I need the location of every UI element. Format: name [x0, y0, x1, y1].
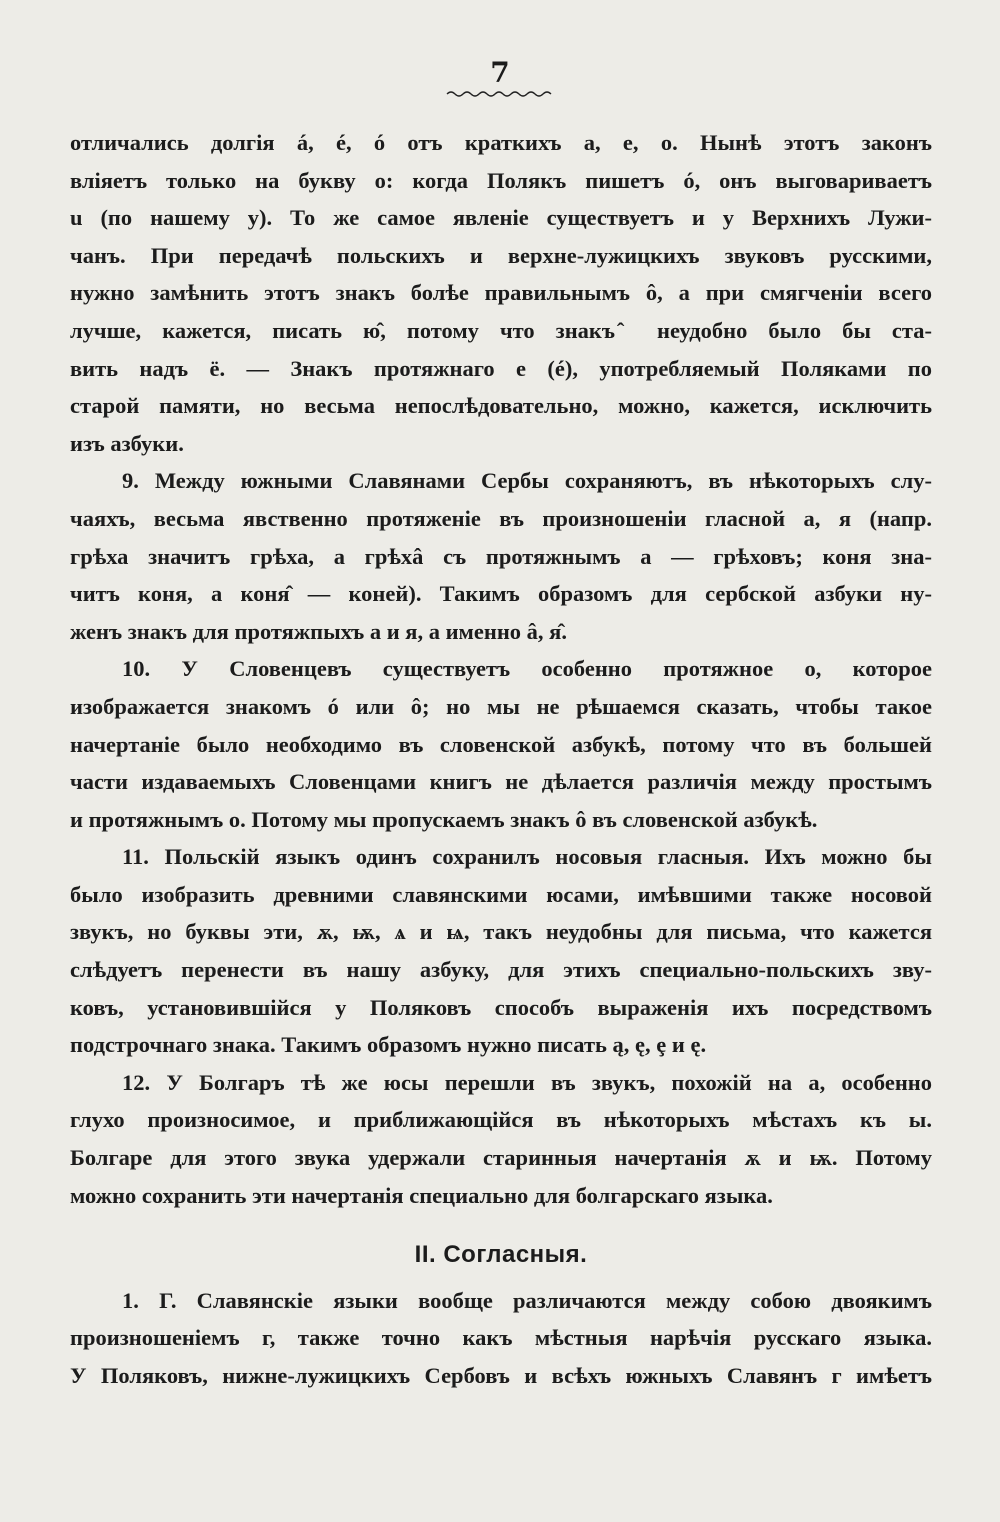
text-line: произношеніемъ г, также точно какъ мѣстныя нарѣчія русскаго языка. [70, 1325, 932, 1351]
text-line: вить надъ ё. — Знакъ протяжнаго е (é), употребляемый Поляками по [70, 355, 932, 381]
paragraph-11 [70, 838, 932, 1064]
text-line: начертаніе было необходимо въ словенской азбукѣ, потому что въ большей [70, 731, 932, 757]
paragraph-10 [70, 650, 932, 838]
page-number: 7 [490, 56, 510, 89]
text-line: изъ азбуки. [70, 430, 184, 456]
text-line: подстрочнаго знака. Такимъ образомъ нужно писать ą, ę, ȩ и ę. [70, 1032, 707, 1058]
text-line: 10. У Словенцевъ существуетъ особенно протяжное о, которое [122, 656, 932, 682]
text-line: звукъ, но буквы эти, ѫ, ѭ, ѧ и ѩ, такъ неудобны для письма, что кажется [70, 919, 932, 945]
text-line: У Поляковъ, нижне-лужицкихъ Сербовъ и всѣхъ южныхъ Славянъ г имѣетъ [70, 1363, 932, 1388]
text-line: и протяжнымъ о. Потому мы пропускаемъ знакъ ô въ словенской азбукѣ. [70, 806, 818, 832]
page-header [0, 56, 1000, 99]
paragraph-1 [70, 124, 932, 462]
text-line: лучше, кажется, писать ю̂, потому что знакъ ̂ неудобно было бы ста- [70, 317, 932, 343]
text-line: 9. Между южными Славянами Сербы сохраняютъ, въ нѣкоторыхъ слу- [122, 468, 932, 494]
body-text [70, 124, 932, 1395]
text-line: вліяетъ только на букву о: когда Полякъ пишетъ ó, онъ выговариваетъ [70, 167, 932, 193]
text-line: читъ коня, а коня̂ — коней). Такимъ образомъ для сербской азбуки ну- [70, 581, 932, 607]
text-line: отличались долгія á, é, ó отъ краткихъ а, е, о. Нынѣ этотъ законъ [70, 130, 932, 155]
text-line: нужно замѣнить этотъ знакъ болѣе правильнымъ ô, а при смягченіи всего [70, 280, 932, 306]
text-line: 1. Г. Славянскіе языки вообще различаются между собою двоякимъ [122, 1287, 932, 1313]
text-line: чанъ. При передачѣ польскихъ и верхне-лужицкихъ звуковъ русскими, [70, 242, 932, 268]
text-line: Болгаре для этого звука удержали старинныя начертанія ѫ и ѭ. Потому [70, 1145, 932, 1171]
text-line: было изобразить древними славянскими юсами, имѣвшими также носовой [70, 881, 932, 907]
text-line: 12. У Болгаръ тѣ же юсы перешли въ звукъ, похожій на а, особенно [122, 1069, 932, 1095]
text-line: изображается знакомъ ó или ô; но мы не рѣшаемся сказать, чтобы такое [70, 693, 932, 719]
paragraph-consonants-1 [70, 1282, 932, 1395]
text-line: можно сохранить эти начертанія специально для болгарскаго языка. [70, 1182, 773, 1208]
text-line: чаяхъ, весьма явственно протяженіе въ произношеніи гласной а, я (напр. [70, 505, 932, 531]
paragraph-9 [70, 462, 932, 650]
section-heading: II. Согласныя. [414, 1241, 588, 1269]
text-line: старой памяти, но весьма непослѣдовательно, можно, кажется, исключить [70, 393, 932, 419]
text-line: женъ знакъ для протяжпыхъ а и я, а именно â, я̂. [70, 618, 567, 644]
wavy-ornament-icon [445, 89, 555, 99]
text-line: 11. Польскій языкъ одинъ сохранилъ носовыя гласныя. Ихъ можно бы [122, 844, 932, 870]
text-line: u (по нашему у). То же самое явленіе существуетъ и у Верхнихъ Лужи- [70, 205, 932, 231]
text-line: грѣха значитъ грѣха, а грѣхâ съ протяжнымъ а — грѣховъ; коня зна- [70, 543, 932, 569]
text-line: глухо произносимое, и приближающійся въ нѣкоторыхъ мѣстахъ къ ы. [70, 1107, 932, 1133]
text-line: части издаваемыхъ Словенцами книгъ не дѣлается различія между простымъ [70, 769, 932, 795]
paragraph-12 [70, 1064, 932, 1214]
text-line: ковъ, установившійся у Поляковъ способъ выраженія ихъ посредствомъ [70, 994, 932, 1020]
text-line: слѣдуетъ перенести въ нашу азбуку, для этихъ специально-польскихъ зву- [70, 957, 932, 983]
